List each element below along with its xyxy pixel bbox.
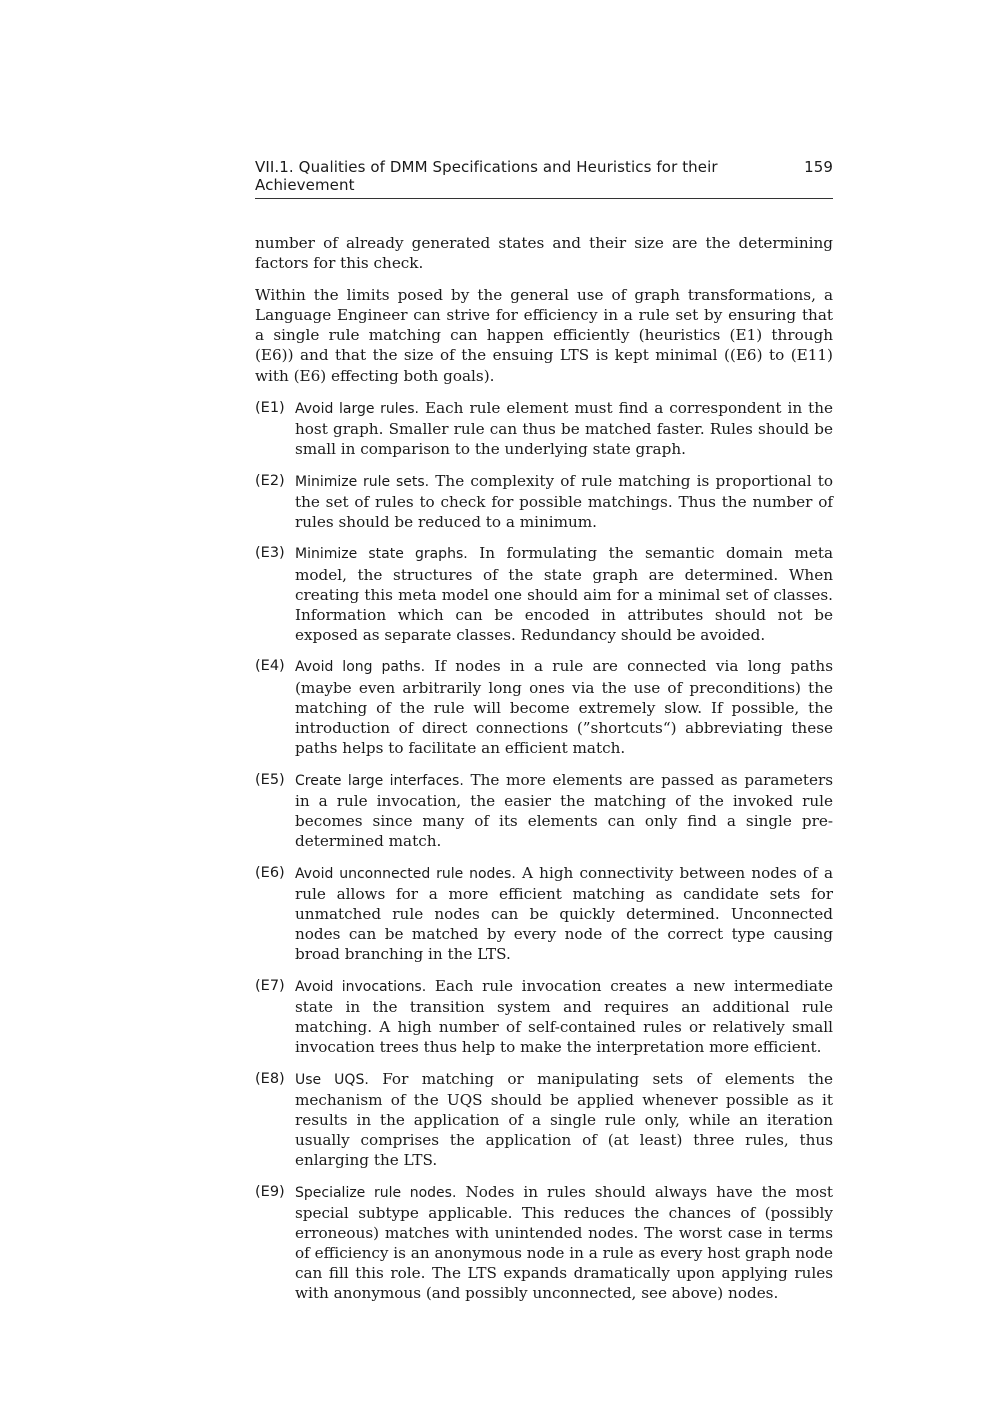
heuristic-text: Each rule invocation creates a new intermediate state in the transition system and requires an additional rule matching. A high number of self-contained rules or relatively small invocation trees thus help to make the interpretation more efficient.: [295, 976, 834, 1056]
heuristic-text: The complexity of rule matching is proportional to the set of rules to check for possible matchings. Thus the number of rules should be reduced to a minimum.: [295, 471, 833, 531]
paragraph: Within the limits posed by the general use of graph transformations, a Language Engineer can strive for efficiency in a rule set by ensuring that a single rule matching can happen efficiently (heuristics (E1) through (E6)) and that the size of the ensuing LTS is kept minimal ((E6) to (E11) with (E6) effecting both goals).: [255, 286, 833, 385]
heuristic-text: The more elements are passed as parameters in a rule invocation, the easier the matching of the invoked rule becomes since many of its elements can only find a single pre-determined match.: [295, 770, 833, 850]
heuristic-item: [255, 770, 833, 851]
heuristic-label: (E3): [255, 545, 285, 562]
heuristic-title: Minimize state graphs.: [295, 546, 468, 563]
heuristic-label: (E8): [255, 1070, 285, 1087]
heuristic-label: (E9): [255, 1183, 285, 1200]
heuristic-item: [255, 1182, 833, 1304]
heuristic-body: [295, 543, 833, 644]
heuristic-title: Minimize rule sets.: [295, 473, 430, 490]
heuristic-title: Avoid invocations.: [295, 978, 427, 995]
heuristic-body: [295, 863, 833, 964]
heuristic-label: (E4): [255, 658, 285, 675]
heuristic-label: (E5): [255, 771, 285, 788]
heuristic-text: Nodes in rules should always have the most special subtype applicable. This reduces the chances of (possibly erroneous) matches with unintended nodes. The worst case in terms of efficiency is an anonymous node in a rule as every host graph node can fill this role. The LTS expands dramatically upon applying rules with anonymous (and possibly unconnected, see above) nodes.: [295, 1182, 833, 1303]
heuristic-label: (E7): [255, 977, 285, 994]
heuristic-item: [255, 398, 833, 459]
heuristic-body: [295, 1182, 833, 1304]
heuristic-label: (E1): [255, 399, 285, 416]
heuristic-item: [255, 543, 833, 644]
heuristic-text: A high connectivity between nodes of a rule allows for a more efficient matching as candidate sets for unmatched rule nodes can be quickly determined. Unconnected nodes can be matched by every node of the correct type causing broad branching in the LTS.: [295, 863, 834, 963]
paragraph: number of already generated states and their size are the determining factors for this check.: [255, 234, 833, 273]
heuristic-title: Avoid large rules.: [295, 400, 420, 417]
heuristic-body: [295, 976, 833, 1057]
heuristic-label: (E2): [255, 472, 285, 489]
heuristic-body: [295, 770, 833, 851]
heuristic-text: For matching or manipulating sets of elements the mechanism of the UQS should be applied whenever possible as it results in the application of a single rule only, while an iteration usually comprises the application of (at least) three rules, thus enlarging the LTS.: [295, 1069, 833, 1169]
heuristic-item: [255, 656, 833, 757]
running-head: [255, 158, 833, 199]
heuristic-item: [255, 976, 833, 1057]
heuristic-text: In formulating the semantic domain meta model, the structures of the state graph are determined. When creating this meta model one should aim for a minimal set of classes. Information which can be encoded in attributes should not be exposed as separate classes. Redundancy should be avoided.: [295, 544, 833, 644]
body-text: [255, 233, 833, 1303]
section-title: VII.1. Qualities of DMM Specifications and Heuristics for their Achievement: [255, 158, 718, 194]
heuristic-item: [255, 863, 833, 964]
heuristic-item: [255, 471, 833, 532]
heuristic-body: [295, 656, 833, 757]
heuristic-title: Create large interfaces.: [295, 772, 464, 789]
heuristic-title: Avoid long paths.: [295, 659, 426, 676]
heuristic-title: Specialize rule nodes.: [295, 1184, 457, 1201]
heuristic-title: Avoid unconnected rule nodes.: [295, 865, 516, 882]
page-number: 159: [804, 158, 833, 176]
heuristic-body: [295, 1069, 833, 1170]
page: [255, 158, 833, 1315]
heuristic-text: Each rule element must find a correspondent in the host graph. Smaller rule can thus be matched faster. Rules should be small in comparison to the underlying state graph.: [295, 398, 834, 458]
heuristic-item: [255, 1069, 833, 1170]
heuristic-label: (E6): [255, 864, 285, 881]
heuristic-title: Use UQS.: [295, 1071, 369, 1088]
heuristic-body: [295, 471, 833, 532]
heuristic-text: If nodes in a rule are connected via long paths (maybe even arbitrarily long ones via the use of preconditions) the matching of the rule will become extremely slow. If possible, the introduction of direct connections (”shortcuts“) abbreviating these paths helps to facilitate an efficient match.: [295, 657, 833, 757]
heuristic-body: [295, 398, 833, 459]
heuristics-list: [255, 398, 833, 1304]
